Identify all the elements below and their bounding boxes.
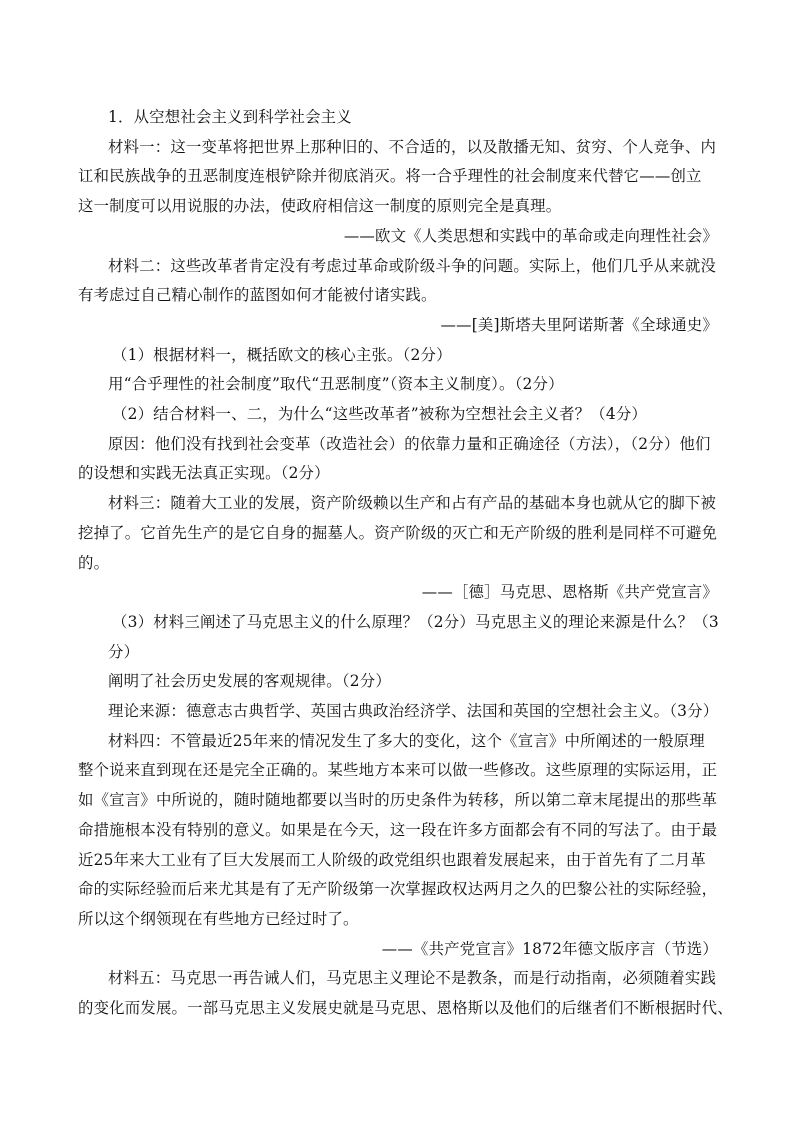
material-1-paragraph: 这一制度可以用说服的办法，使政府相信这一制度的原则完全是真理。 bbox=[78, 197, 562, 216]
document-body bbox=[78, 103, 733, 1024]
material-4-paragraph: 所以这个纲领现在有些地方已经过时了。 bbox=[78, 909, 359, 928]
material-4-paragraph: 如《宣言》中所说的，随时随地都要以当时的历史条件为转移，所以第二章末尾提出的那些革 bbox=[78, 791, 718, 810]
material-3-paragraph: 挖掉了。它首先生产的是它自身的掘墓人。资产阶级的灭亡和无产阶级的胜利是同样不可避免 bbox=[78, 523, 718, 542]
material-4-paragraph: 命措施根本没有特别的意义。如果是在今天，这一段在许多方面都会有不同的写法了。由于最 bbox=[78, 820, 718, 839]
material-1-paragraph: 材料一：这一变革将把世界上那种旧的、不合适的，以及散播无知、贫穷、个人竞争、内 bbox=[108, 137, 717, 156]
material-5-paragraph: 材料五：马克思一再告诫人们，马克思主义理论不是教条，而是行动指南，必须随着实践 bbox=[108, 969, 717, 988]
material-1-paragraph: 讧和民族战争的丑恶制度连根铲除并彻底消灭。将一合乎理性的社会制度来代替它——创立 bbox=[78, 167, 702, 186]
material-1-source: ——欧文《人类思想和实践中的革命或走向理性社会》 bbox=[343, 226, 718, 245]
material-4-paragraph: 近25年来大工业有了巨大发展而工人阶级的政党组织也跟着发展起来，由于首先有了二月革 bbox=[78, 850, 707, 869]
material-3-paragraph: 材料三：随着大工业的发展，资产阶级赖以生产和占有产品的基础本身也就从它的脚下被 bbox=[108, 494, 717, 513]
material-5-paragraph: 的变化而发展。一部马克思主义发展史就是马克思、恩格斯以及他们的后继者们不断根据时代、 bbox=[78, 999, 733, 1018]
material-2-source: ——[美]斯塔夫里阿诺斯著《全球通史》 bbox=[440, 315, 718, 334]
material-4-paragraph: 材料四：不管最近25年来的情况发生了多大的变化，这个《宣言》中所阐述的一般原理 bbox=[108, 731, 705, 750]
answer-1: 用“合乎理性的社会制度”取代“丑恶制度”（资本主义制度）。（2分） bbox=[108, 375, 564, 394]
question-1: （1）根据材料一，概括欧文的核心主张。（2分） bbox=[112, 345, 452, 364]
material-3-source: ——［德］马克思、恩格斯《共产党宣言》 bbox=[421, 583, 718, 602]
question-3: 分） bbox=[108, 642, 140, 661]
section-heading: 1．从空想社会主义到科学社会主义 bbox=[108, 108, 352, 126]
material-2-paragraph: 有考虑过自己精心制作的蓝图如何才能被付诸实践。 bbox=[78, 286, 437, 305]
question-2: （2）结合材料一、二，为什么“这些改革者”被称为空想社会主义者？（4分） bbox=[112, 405, 648, 424]
material-4-paragraph: 命的实际经验而后来尤其是有了无产阶级第一次掌握政权达两月之久的巴黎公社的实际经验， bbox=[78, 880, 718, 899]
material-3-paragraph: 的。 bbox=[78, 553, 110, 572]
answer-2: 原因：他们没有找到社会变革（改造社会）的依靠力量和正确途径（方法），（2分）他们 bbox=[108, 434, 711, 453]
answer-3: 理论来源：德意志古典哲学、英国古典政治经济学、法国和英国的空想社会主义。（3分） bbox=[108, 702, 719, 721]
question-3: （3）材料三阐述了马克思主义的什么原理？（2分）马克思主义的理论来源是什么？（3 bbox=[112, 612, 719, 631]
material-4-source: ——《共产党宣言》1872年德文版序言（节选） bbox=[381, 939, 718, 958]
material-2-paragraph: 材料二：这些改革者肯定没有考虑过革命或阶级斗争的问题。实际上，他们几乎从来就没 bbox=[108, 256, 717, 275]
answer-3: 阐明了社会历史发展的客观规律。（2分） bbox=[108, 672, 391, 691]
answer-2: 的设想和实践无法真正实现。（2分） bbox=[78, 464, 330, 483]
material-4-paragraph: 整个说来直到现在还是完全正确的。某些地方本来可以做一些修改。这些原理的实际运用，正 bbox=[78, 761, 718, 780]
